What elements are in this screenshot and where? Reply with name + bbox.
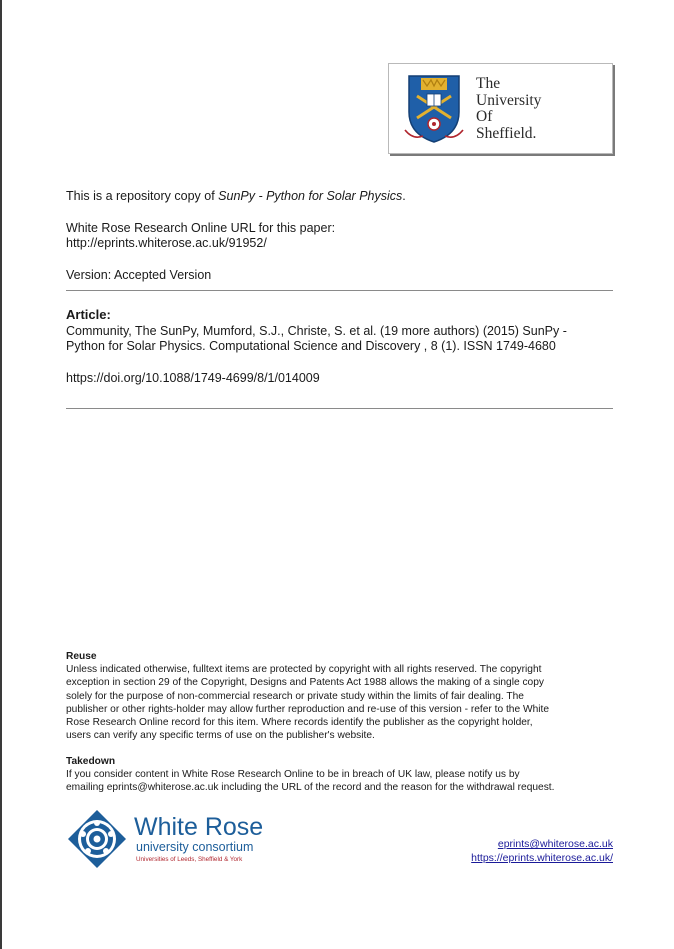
intro-prefix: This is a repository copy of [66,189,219,203]
reuse-line: Unless indicated otherwise, fulltext items are protected by copyright with all rights reserved. The copyright [66,664,542,676]
reuse-line: solely for the purpose of non-commercial research or private study within the limits of fair dealing. The [66,690,524,702]
repository-copy-line [66,189,406,204]
white-rose-title: White Rose [134,813,264,841]
white-rose-members: Universities of Leeds, Sheffield & York [136,856,243,863]
url-label: White Rose Research Online URL for this paper: [66,221,336,235]
university-name-line-4: Sheffield. [476,124,537,142]
white-rose-logo [66,808,266,872]
university-name-line-2: University [476,91,542,109]
citation-line-2: Python for Solar Physics. Computational Science and Discovery , 8 (1). ISSN 1749-4680 [66,339,556,353]
white-rose-emblem-icon [66,808,128,870]
email-link[interactable]: eprints@whiterose.ac.uk [497,838,613,850]
reuse-section [66,650,616,742]
divider [66,290,613,291]
reuse-line: publisher or other rights-holder may allow further reproduction and re-use of this version - refer to the White [66,703,550,715]
takedown-line: If you consider content in White Rose Research Online to be in breach of UK law, please notify us by [66,769,520,781]
intro-suffix: . [402,189,406,203]
article-label: Article: [66,307,111,322]
page-border [0,0,2,949]
divider [66,408,613,409]
reuse-line: users can verify any specific terms of use on the publisher's website. [66,730,375,742]
takedown-line: emailing eprints@whiterose.ac.uk including the URL of the record and the reason for the withdrawal request. [66,782,555,794]
paper-title: SunPy - Python for Solar Physics [218,189,403,203]
reuse-line: Rose Research Online record for this item. Where records identify the publisher as the copyright holder, [66,717,533,729]
reuse-heading: Reuse [66,651,97,662]
sheffield-crest-icon [403,72,465,146]
eprints-site-link[interactable]: https://eprints.whiterose.ac.uk/ [471,851,613,864]
university-logo [388,63,613,154]
university-name [476,76,541,142]
version-text: Version: Accepted Version [66,268,212,282]
takedown-section [66,755,616,795]
university-name-line-1: The [476,75,501,92]
white-rose-subtitle: university consortium [136,840,254,854]
university-name-line-3: Of [476,108,493,125]
footer-links [471,838,613,865]
paper-url: http://eprints.whiterose.ac.uk/91952/ [66,236,267,250]
doi-link[interactable]: https://doi.org/10.1088/1749-4699/8/1/014009 [66,371,320,385]
reuse-line: exception in section 29 of the Copyright, Designs and Patents Act 1988 allows the making of a single copy [66,677,544,689]
takedown-heading: Takedown [66,756,116,767]
citation-line-1: Community, The SunPy, Mumford, S.J., Christe, S. et al. (19 more authors) (2015) SunPy - [66,324,567,338]
